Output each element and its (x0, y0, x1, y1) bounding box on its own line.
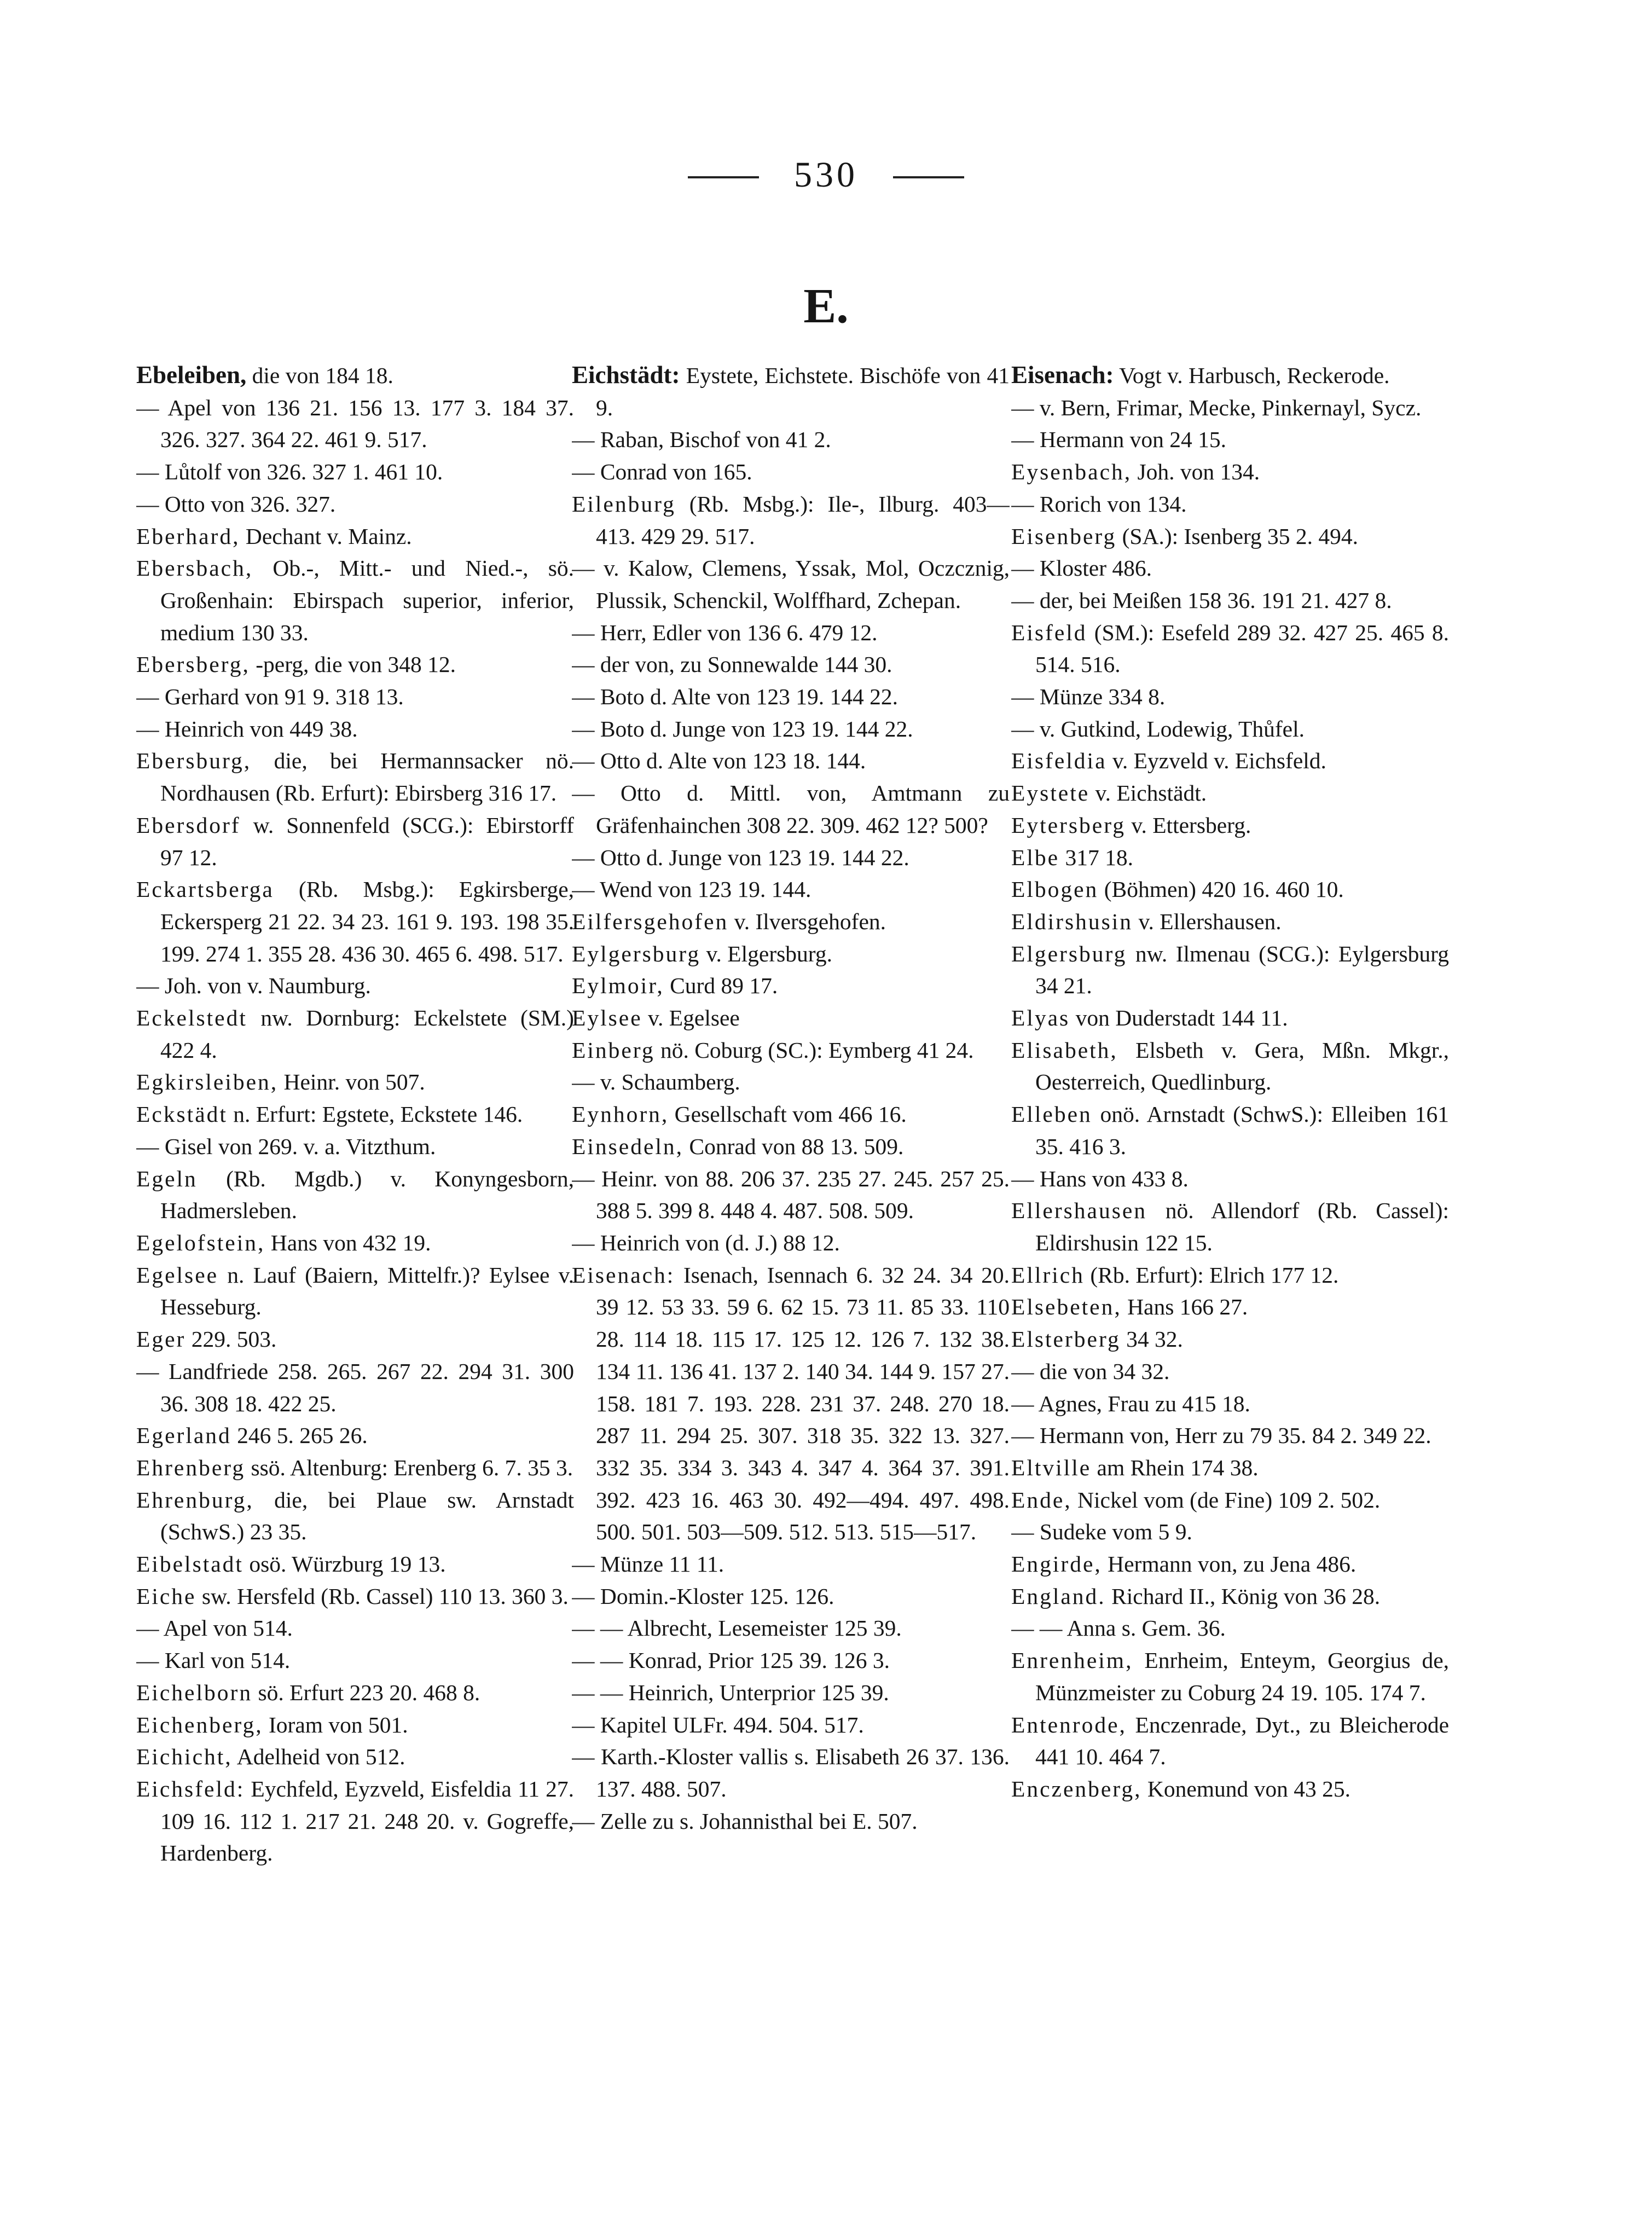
entry-text: die von 184 18. (246, 363, 393, 388)
entry-text: Ob.-, Mitt.- und Nied.-, sö. Großenhain: Ebirspach superior, inferior, medium 130 33. (160, 555, 574, 645)
entry-text: (SA.): Isenberg 35 2. 494. (1116, 523, 1359, 549)
entry-text: — Kloster 486. (1011, 555, 1152, 581)
entry-headword: Egelsee (136, 1262, 219, 1288)
index-entry (572, 648, 1010, 681)
entry-text: — Otto d. Junge von 123 19. 144 22. (572, 844, 909, 870)
index-entry (1011, 681, 1449, 713)
index-entry (1011, 359, 1449, 392)
entry-text: onö. Arnstadt (SchwS.): Elleiben 161 35. 416 3. (1035, 1102, 1449, 1159)
index-entry (136, 1709, 574, 1741)
entry-headword: Einberg (572, 1037, 655, 1063)
index-entry (1011, 456, 1449, 488)
index-entry (572, 873, 1010, 906)
entry-headword: Eiche (136, 1583, 196, 1609)
entry-text: — v. Kalow, Clemens, Yssak, Mol, Oczcznig, Plussik, Schenckil, Wolffhard, Zchepan. (572, 555, 1010, 613)
entry-text: Gesellschaft vom 466 16. (669, 1102, 907, 1127)
entry-text: — Conrad von 165. (572, 459, 752, 485)
entry-text: Hans 166 27. (1121, 1294, 1248, 1320)
entry-text: — Karl von 514. (136, 1648, 291, 1673)
index-entry (136, 681, 574, 713)
entry-text: — Otto von 326. 327. (136, 491, 336, 517)
index-entry (572, 552, 1010, 616)
index-entry (136, 1612, 574, 1644)
entry-headword: Eylgersburg (572, 941, 701, 966)
index-column-1 (136, 359, 574, 2083)
entry-text: (SM.): Esefeld 289 32. 427 25. 465 8. 514. 516. (1035, 619, 1449, 677)
index-entry (136, 1484, 574, 1548)
entry-headword: Eichelborn (136, 1679, 253, 1705)
entry-headword: Elbogen (1011, 877, 1099, 902)
index-entry (1011, 1034, 1449, 1098)
index-entry (1011, 584, 1449, 617)
index-entry (572, 617, 1010, 649)
entry-text: — Münze 334 8. (1011, 684, 1166, 710)
entry-headword: Ellrich (1011, 1262, 1085, 1288)
index-entry (1011, 1709, 1449, 1773)
index-entry (136, 1002, 574, 1066)
index-entry (1011, 1002, 1449, 1034)
index-entry (136, 1580, 574, 1613)
entry-headword: Eldirshusin (1011, 908, 1133, 934)
entry-text: v. Elgersburg. (700, 941, 832, 966)
entry-headword: Einsedeln, (572, 1133, 684, 1159)
entry-headword: Eger (136, 1326, 186, 1352)
header-rule-right (893, 176, 964, 178)
entry-text: n. Erfurt: Egstete, Eckstete 146. (227, 1102, 523, 1127)
index-entry (1011, 1419, 1449, 1452)
index-entry (572, 1259, 1010, 1548)
entry-text: w. Sonnenfeld (SCG.): Ebirstorff 97 12. (160, 812, 574, 870)
entry-text: Heinr. von 507. (278, 1069, 425, 1095)
entry-headword: Entenrode, (1011, 1712, 1127, 1737)
entry-headword: Eisfeld (1011, 619, 1087, 645)
entry-text: Eychfeld, Eyzveld, Eisfeldia 11 27. 109 16. 112 1. 217 21. 248 20. v. Gogreffe, Hardenberg. (160, 1776, 574, 1866)
index-entry (1011, 617, 1449, 681)
index-entry (136, 1355, 574, 1419)
entry-headword: Eckelstedt (136, 1005, 247, 1031)
index-entry (572, 488, 1010, 552)
entry-text: (Rb. Msbg.): Egkirsberge, Eckersperg 21 22. 34 23. 161 9. 193. 198 35. 199. 274 1. 355 28. 436 30. 465 6. 498. 517. (160, 877, 574, 966)
index-entry (136, 1066, 574, 1098)
entry-headword: Ebersburg, (136, 748, 252, 774)
entry-text: nw. Ilmenau (SCG.): Eylgersburg 34 21. (1035, 941, 1449, 999)
index-entry (1011, 1355, 1449, 1388)
entry-text: (Rb. Erfurt): Elrich 177 12. (1084, 1262, 1339, 1288)
entry-headword: Elbe (1011, 844, 1060, 870)
entry-text: — Agnes, Frau zu 415 18. (1011, 1390, 1250, 1416)
index-column-2 (572, 359, 1010, 2083)
index-entry (1011, 713, 1449, 745)
entry-headword: Egerland (136, 1423, 231, 1448)
index-entry (572, 1741, 1010, 1805)
entry-text: Adelheid von 512. (232, 1744, 405, 1770)
entry-text: Curd 89 17. (664, 973, 778, 999)
entry-text: Hermann von, zu Jena 486. (1102, 1551, 1357, 1577)
entry-text: — Heinrich von (d. J.) 88 12. (572, 1230, 840, 1255)
entry-text: Eystete, Eichstete. Bischöfe von 41 9. (596, 363, 1010, 420)
entry-text: nö. Allendorf (Rb. Cassel): Eldirshusin 122 15. (1035, 1198, 1449, 1255)
entry-text: v. Ilversgehofen. (728, 908, 886, 934)
index-entry (572, 681, 1010, 713)
index-entry (136, 1131, 574, 1163)
index-entry (572, 1644, 1010, 1677)
entry-headword: Eichstädt: (572, 361, 680, 389)
entry-headword: Ende, (1011, 1487, 1072, 1513)
index-entry (1011, 1580, 1449, 1613)
entry-text: ssö. Altenburg: Erenberg 6. 7. 35 3. (245, 1455, 573, 1480)
entry-text: — Otto d. Alte von 123 18. 144. (572, 748, 866, 774)
entry-text: — Sudeke vom 5 9. (1011, 1519, 1192, 1545)
page-header (0, 154, 1652, 196)
entry-text: sö. Erfurt 223 20. 468 8. (252, 1679, 480, 1705)
index-entry (1011, 777, 1449, 809)
entry-headword: England. (1011, 1583, 1106, 1609)
entry-text: am Rhein 174 38. (1091, 1455, 1259, 1480)
index-entry (1011, 520, 1449, 553)
index-entry (136, 1163, 574, 1227)
index-entry (136, 1677, 574, 1709)
index-entry (1011, 392, 1449, 424)
entry-text: nw. Dornburg: Eckelstete (SM.) 422 4. (160, 1005, 574, 1063)
entry-headword: Ebersbach, (136, 555, 253, 581)
index-entry (1011, 1516, 1449, 1548)
entry-headword: Elisabeth, (1011, 1037, 1118, 1063)
entry-text: 34 32. (1120, 1326, 1183, 1352)
entry-headword: Elsterberg (1011, 1326, 1121, 1352)
entry-text: — Münze 11 11. (572, 1551, 724, 1577)
index-entry (572, 1805, 1010, 1838)
entry-text: 246 5. 265 26. (231, 1423, 368, 1448)
entry-text: — Zelle zu s. Johannisthal bei E. 507. (572, 1808, 918, 1834)
entry-headword: Eichsfeld: (136, 1776, 245, 1801)
entry-headword: Egeln (136, 1166, 198, 1191)
index-entry (1011, 938, 1449, 1002)
entry-text: Elsbeth v. Gera, Mßn. Mkgr., Oesterreich, Quedlinburg. (1035, 1037, 1449, 1095)
header-rule-left (688, 176, 759, 178)
entry-text: — — Albrecht, Lesemeister 125 39. (572, 1615, 902, 1641)
index-entry (136, 809, 574, 873)
entry-text: — der, bei Meißen 158 36. 191 21. 427 8. (1011, 587, 1392, 613)
entry-text: von Duderstadt 144 11. (1070, 1005, 1288, 1031)
index-entry (136, 456, 574, 488)
index-entry (572, 1580, 1010, 1613)
index-entry (1011, 1259, 1449, 1291)
index-entry (572, 1034, 1010, 1067)
entry-text: — Kapitel ULFr. 494. 504. 517. (572, 1712, 864, 1737)
entry-headword: Ehrenburg, (136, 1487, 254, 1513)
index-entry (136, 745, 574, 809)
index-entry (572, 1612, 1010, 1644)
entry-text: — Lůtolf von 326. 327 1. 461 10. (136, 459, 443, 485)
entry-text: -perg, die von 348 12. (250, 652, 456, 677)
index-entry (572, 1002, 1010, 1034)
entry-text: sw. Hersfeld (Rb. Cassel) 110 13. 360 3. (196, 1583, 569, 1609)
entry-text: Nickel vom (de Fine) 109 2. 502. (1071, 1487, 1381, 1513)
entry-headword: Eisfeldia (1011, 748, 1107, 774)
entry-text: — Boto d. Junge von 123 19. 144 22. (572, 716, 913, 741)
entry-text: v. Eyzveld v. Eichsfeld. (1106, 748, 1326, 774)
index-entry (572, 1677, 1010, 1709)
entry-text: Hans von 432 19. (265, 1230, 431, 1255)
index-entry (1011, 424, 1449, 456)
entry-headword: Eichicht, (136, 1744, 233, 1770)
entry-text: Richard II., König von 36 28. (1105, 1583, 1381, 1609)
entry-text: Enczenrade, Dyt., zu Bleicherode 441 10. 464 7. (1035, 1712, 1449, 1770)
entry-headword: Engirde, (1011, 1551, 1102, 1577)
index-entry (136, 1098, 574, 1131)
entry-text: — Wend von 123 19. 144. (572, 877, 811, 902)
index-entry (136, 1323, 574, 1355)
entry-text: (Rb. Mgdb.) v. Konyngesborn, Hadmersleben. (160, 1166, 574, 1224)
index-entry (136, 1773, 574, 1869)
entry-text: die, bei Plaue sw. Arnstadt (SchwS.) 23 35. (160, 1487, 574, 1545)
entry-text: — Raban, Bischof von 41 2. (572, 427, 831, 453)
index-entry (1011, 809, 1449, 842)
entry-headword: Eltville (1011, 1455, 1092, 1480)
entry-text: (Böhmen) 420 16. 460 10. (1098, 877, 1344, 902)
entry-headword: Elyas (1011, 1005, 1070, 1031)
entry-text: v. Ettersberg. (1126, 812, 1251, 838)
entry-text: — Herr, Edler von 136 6. 479 12. (572, 619, 878, 645)
entry-headword: Eystete (1011, 780, 1090, 806)
index-entry (1011, 1163, 1449, 1195)
entry-text: — Heinr. von 88. 206 37. 235 27. 245. 257 25. 388 5. 399 8. 448 4. 487. 508. 509. (572, 1166, 1010, 1224)
index-entry (1011, 1548, 1449, 1580)
index-entry (572, 1709, 1010, 1741)
entry-text: — Hans von 433 8. (1011, 1166, 1189, 1191)
entry-headword: Eberhard, (136, 523, 240, 549)
entry-headword: Ebersberg, (136, 652, 250, 677)
entry-headword: Eichenberg, (136, 1712, 263, 1737)
index-entry (136, 1227, 574, 1259)
index-entry (136, 359, 574, 392)
index-entry (572, 970, 1010, 1002)
index-entry (136, 1644, 574, 1677)
entry-headword: Ellershausen (1011, 1198, 1147, 1224)
entry-headword: Eisenach: (1011, 361, 1114, 389)
entry-text: Isenach, Isennach 6. 32 24. 34 20. 39 12. 53 33. 59 6. 62 15. 73 11. 85 33. 110 28. 114 18. 115 17. 125 12. 126 7. 132 38. 134 11. 136 41. 137 2. 140 34. 144 9. 157 27. 158. 181 7. 193. 228. 231 37. 248. 270 18. 287 11. 294 25. 307. 318 35. 322 13. 327. 332 35. 334 3. 343 4. 347 4. 364 37. 391. 392. 423 16. 463 30. 492—494. 497. 498. 500. 501. 503—509. 512. 513. 515—517. (596, 1262, 1010, 1545)
entry-text: — Otto d. Mittl. von, Amtmann zu Gräfenhainchen 308 22. 309. 462 12? 500? (572, 780, 1010, 838)
entry-headword: Egelofstein, (136, 1230, 265, 1255)
entry-text: — — Konrad, Prior 125 39. 126 3. (572, 1648, 890, 1673)
entry-text: — Hermann von, Herr zu 79 35. 84 2. 349 22. (1011, 1423, 1431, 1448)
index-entry (1011, 1195, 1449, 1259)
entry-headword: Ebersdorf (136, 812, 241, 838)
entry-text: — v. Bern, Frimar, Mecke, Pinkernayl, Sycz. (1011, 395, 1422, 420)
entry-headword: Elsebeten, (1011, 1294, 1122, 1320)
index-entry (1011, 1644, 1449, 1708)
entry-headword: Eilfersgehofen (572, 908, 729, 934)
index-entry (1011, 1452, 1449, 1484)
entry-text: — Hermann von 24 15. (1011, 427, 1227, 453)
index-entry (136, 1259, 574, 1323)
entry-text: nö. Coburg (SC.): Eymberg 41 24. (654, 1037, 974, 1063)
index-entry (1011, 906, 1449, 938)
index-entry (572, 745, 1010, 777)
entry-text: 229. 503. (186, 1326, 277, 1352)
index-entry (572, 842, 1010, 874)
entry-text: Dechant v. Mainz. (240, 523, 412, 549)
entry-headword: Eckstädt (136, 1102, 228, 1127)
entry-headword: Eynhorn, (572, 1102, 669, 1127)
index-entry (572, 713, 1010, 745)
entry-text: n. Lauf (Baiern, Mittelfr.)? Eylsee v. Hesseburg. (160, 1262, 574, 1320)
entry-headword: Elleben (1011, 1102, 1092, 1127)
index-entry (1011, 842, 1449, 874)
index-entry (572, 1066, 1010, 1098)
entry-text: (Rb. Msbg.): Ile-, Ilburg. 403—413. 429 29. 517. (596, 491, 1010, 549)
section-letter: E. (803, 279, 849, 333)
index-column-3 (1011, 359, 1449, 2083)
index-entry (572, 1163, 1010, 1227)
index-entry (572, 456, 1010, 488)
index-entry (136, 1419, 574, 1452)
entry-text: osö. Würzburg 19 13. (243, 1551, 446, 1577)
entry-text: 317 18. (1059, 844, 1133, 870)
entry-headword: Eibelstadt (136, 1551, 244, 1577)
entry-headword: Eysenbach, (1011, 459, 1132, 485)
entry-text: — — Anna s. Gem. 36. (1011, 1615, 1226, 1641)
index-entry (136, 392, 574, 456)
entry-headword: Enrenheim, (1011, 1648, 1133, 1673)
index-entry (1011, 552, 1449, 584)
entry-headword: Eisenach: (572, 1262, 675, 1288)
index-entry (136, 970, 574, 1002)
index-entry (136, 1452, 574, 1484)
index-entry (572, 1227, 1010, 1259)
entry-text: — Rorich von 134. (1011, 491, 1187, 517)
entry-text: v. Eichstädt. (1089, 780, 1207, 806)
entry-text: — v. Schaumberg. (572, 1069, 740, 1095)
entry-headword: Egkirsleiben, (136, 1069, 279, 1095)
entry-text: — v. Gutkind, Lodewig, Thůfel. (1011, 716, 1305, 741)
index-entry (572, 906, 1010, 938)
entry-headword: Enczenberg, (1011, 1776, 1142, 1801)
entry-text: — Domin.-Kloster 125. 126. (572, 1583, 834, 1609)
entry-text: — Apel von 514. (136, 1615, 293, 1641)
index-entry (572, 777, 1010, 841)
entry-text: die, bei Hermannsacker nö. Nordhausen (Rb. Erfurt): Ebirsberg 316 17. (160, 748, 574, 806)
entry-text: — Karth.-Kloster vallis s. Elisabeth 26 37. 136. 137. 488. 507. (572, 1744, 1010, 1801)
index-entry (1011, 1291, 1449, 1323)
index-entry (1011, 1773, 1449, 1805)
entry-headword: Eilenburg (572, 491, 676, 517)
index-entry (572, 1131, 1010, 1163)
entry-text: Vogt v. Harbusch, Reckerode. (1114, 363, 1390, 388)
entry-text: — der von, zu Sonnewalde 144 30. (572, 652, 892, 677)
index-entry (572, 1098, 1010, 1131)
index-entry (1011, 1484, 1449, 1516)
entry-text: — Heinrich von 449 38. (136, 716, 358, 741)
entry-text: — — Heinrich, Unterprior 125 39. (572, 1679, 889, 1705)
entry-text: — Apel von 136 21. 156 13. 177 3. 184 37. 326. 327. 364 22. 461 9. 517. (136, 395, 574, 453)
entry-text: v. Ellershausen. (1133, 908, 1282, 934)
entry-text: Konemund von 43 25. (1141, 1776, 1351, 1801)
entry-text: v. Egelsee (642, 1005, 740, 1031)
entry-text: — Boto d. Alte von 123 19. 144 22. (572, 684, 898, 710)
index-entry (136, 1548, 574, 1580)
index-entry (1011, 1323, 1449, 1355)
index-entry (136, 488, 574, 520)
index-entry (572, 424, 1010, 456)
entry-headword: Ehrenberg (136, 1455, 246, 1480)
index-entry (136, 873, 574, 970)
index-entry (136, 713, 574, 745)
entry-text: — die von 34 32. (1011, 1358, 1170, 1384)
entry-text: — Joh. von v. Naumburg. (136, 973, 371, 999)
index-entry (1011, 1098, 1449, 1162)
entry-text: Conrad von 88 13. 509. (683, 1133, 904, 1159)
entry-headword: Elgersburg (1011, 941, 1127, 966)
entry-headword: Eisenberg (1011, 523, 1117, 549)
index-entry (1011, 1612, 1449, 1644)
entry-text: Joh. von 134. (1132, 459, 1260, 485)
index-entry (136, 1741, 574, 1773)
entry-headword: Eytersberg (1011, 812, 1126, 838)
entry-text: Enrheim, Enteym, Georgius de, Münzmeister zu Coburg 24 19. 105. 174 7. (1035, 1648, 1449, 1705)
index-entry (1011, 1388, 1449, 1420)
entry-headword: Ebeleiben, (136, 361, 247, 389)
index-entry (1011, 745, 1449, 777)
index-entry (136, 552, 574, 648)
index-entry (136, 648, 574, 681)
page-number: 530 (794, 155, 858, 195)
entry-headword: Eckartsberga (136, 877, 274, 902)
entry-text: Ioram von 501. (263, 1712, 408, 1737)
entry-text: — Gisel von 269. v. a. Vitzthum. (136, 1133, 436, 1159)
index-entry (572, 359, 1010, 424)
index-entry (1011, 873, 1449, 906)
entry-text: — Landfriede 258. 265. 267 22. 294 31. 300 36. 308 18. 422 25. (136, 1358, 574, 1416)
entry-text: — Gerhard von 91 9. 318 13. (136, 684, 404, 710)
entry-headword: Eylsee (572, 1005, 642, 1031)
index-entry (572, 938, 1010, 970)
index-entry (572, 1548, 1010, 1580)
index-entry (136, 520, 574, 553)
index-entry (1011, 488, 1449, 520)
entry-headword: Eylmoir, (572, 973, 664, 999)
